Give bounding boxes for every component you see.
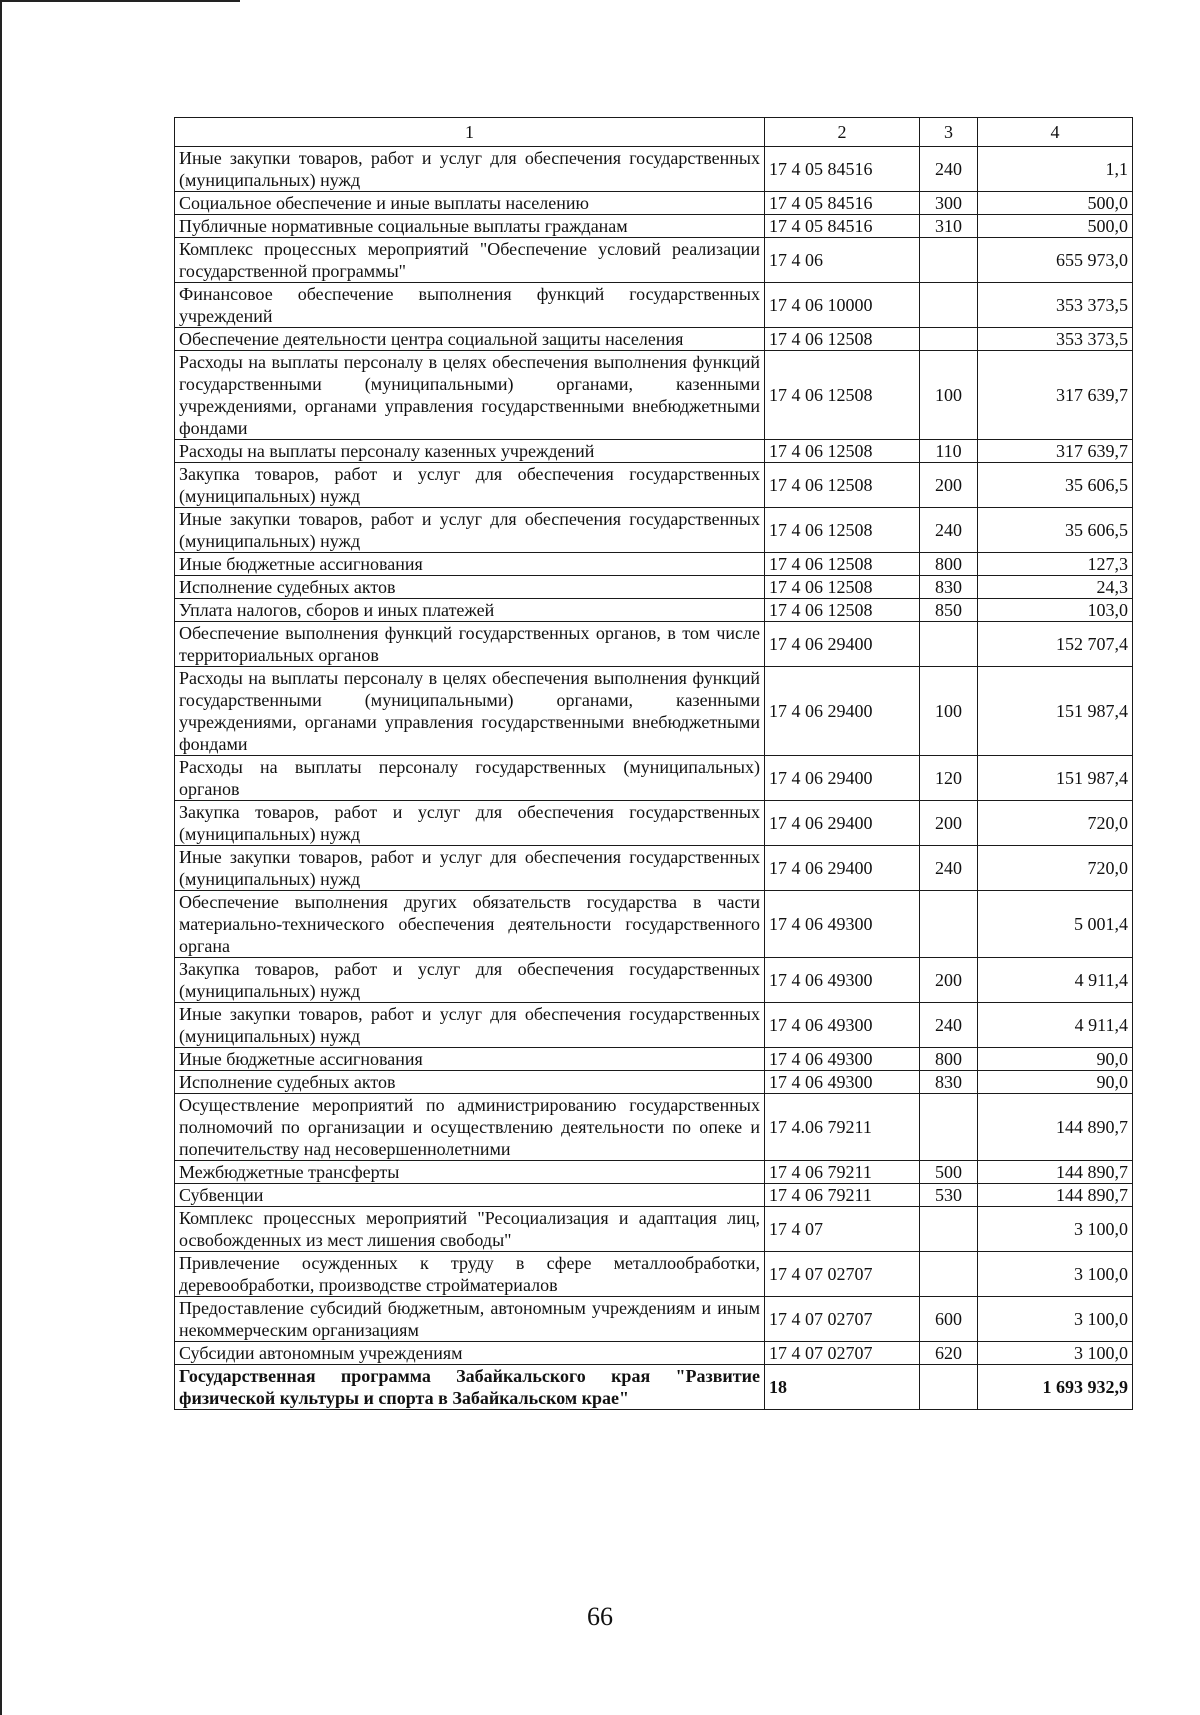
table-row [175,328,1133,351]
row-expense-type: 310 [920,215,978,238]
total-code: 18 [765,1365,920,1410]
row-code: 17 4 05 84516 [765,192,920,215]
row-amount: 353 373,5 [978,283,1133,328]
row-code: 17 4 06 12508 [765,553,920,576]
row-amount: 144 890,7 [978,1161,1133,1184]
row-expense-type [920,283,978,328]
row-amount: 35 606,5 [978,508,1133,553]
row-expense-type: 850 [920,599,978,622]
table-row [175,576,1133,599]
row-expense-type: 110 [920,440,978,463]
table-row [175,440,1133,463]
row-amount: 4 911,4 [978,1003,1133,1048]
row-expense-type: 100 [920,667,978,756]
row-code: 17 4 05 84516 [765,215,920,238]
row-code: 17 4 06 49300 [765,1003,920,1048]
row-expense-type: 830 [920,576,978,599]
row-code: 17 4 06 12508 [765,351,920,440]
row-expense-type: 620 [920,1342,978,1365]
table-row [175,756,1133,801]
row-name: Субвенции [175,1184,765,1207]
row-expense-type: 200 [920,463,978,508]
row-name: Привлечение осужденных к труду в сфере металлообработки, деревообработки, производстве стройматериалов [175,1252,765,1297]
row-amount: 720,0 [978,801,1133,846]
row-code: 17 4 06 49300 [765,1048,920,1071]
row-code: 17 4 06 10000 [765,283,920,328]
row-name: Расходы на выплаты персоналу государственных (муниципальных) органов [175,756,765,801]
row-expense-type: 200 [920,801,978,846]
row-name: Осуществление мероприятий по администрированию государственных полномочий по организации и осуществлению деятельности по опеке и попечительству над несовершеннолетними [175,1094,765,1161]
row-expense-type: 240 [920,508,978,553]
header-col-3: 3 [920,118,978,147]
row-amount: 24,3 [978,576,1133,599]
row-expense-type: 200 [920,958,978,1003]
row-amount: 144 890,7 [978,1184,1133,1207]
row-name: Иные закупки товаров, работ и услуг для обеспечения государственных (муниципальных) нужд [175,508,765,553]
row-amount: 500,0 [978,215,1133,238]
row-amount: 3 100,0 [978,1252,1133,1297]
table-row [175,622,1133,667]
row-amount: 3 100,0 [978,1297,1133,1342]
table-row [175,1048,1133,1071]
row-name: Иные закупки товаров, работ и услуг для обеспечения государственных (муниципальных) нужд [175,846,765,891]
row-name: Уплата налогов, сборов и иных платежей [175,599,765,622]
row-expense-type: 240 [920,846,978,891]
row-amount: 3 100,0 [978,1342,1133,1365]
row-code: 17 4 07 02707 [765,1252,920,1297]
row-amount: 720,0 [978,846,1133,891]
table-row [175,599,1133,622]
total-name: Государственная программа Забайкальского края "Развитие физической культуры и спорта в Забайкальском крае" [175,1365,765,1410]
row-amount: 4 911,4 [978,958,1133,1003]
row-expense-type: 300 [920,192,978,215]
row-code: 17 4 06 12508 [765,463,920,508]
table-row [175,891,1133,958]
row-code: 17 4 06 29400 [765,667,920,756]
row-name: Иные бюджетные ассигнования [175,1048,765,1071]
row-amount: 152 707,4 [978,622,1133,667]
table-row [175,192,1133,215]
row-name: Социальное обеспечение и иные выплаты населению [175,192,765,215]
row-amount: 353 373,5 [978,328,1133,351]
scan-edge-left [0,0,2,1715]
row-name: Закупка товаров, работ и услуг для обеспечения государственных (муниципальных) нужд [175,801,765,846]
row-amount: 127,3 [978,553,1133,576]
table-row [175,508,1133,553]
total-sum: 1 693 932,9 [978,1365,1133,1410]
row-amount: 317 639,7 [978,351,1133,440]
row-code: 17 4 06 12508 [765,576,920,599]
row-amount: 655 973,0 [978,238,1133,283]
row-name: Расходы на выплаты персоналу в целях обеспечения выполнения функций государственными (муниципальными) органами, казенными учреждениями, органами управления государственными внебюджетными фондами [175,667,765,756]
row-expense-type: 120 [920,756,978,801]
row-name: Обеспечение деятельности центра социальной защиты населения [175,328,765,351]
row-name: Публичные нормативные социальные выплаты гражданам [175,215,765,238]
row-amount: 500,0 [978,192,1133,215]
row-expense-type: 800 [920,553,978,576]
row-name: Комплекс процессных мероприятий "Ресоциализация и адаптация лиц, освобожденных из мест лишения свободы" [175,1207,765,1252]
row-expense-type: 240 [920,1003,978,1048]
row-name: Финансовое обеспечение выполнения функций государственных учреждений [175,283,765,328]
table-row [175,1094,1133,1161]
budget-table [174,117,1133,1410]
table-body [175,147,1133,1365]
row-code: 17 4 06 12508 [765,328,920,351]
row-expense-type: 240 [920,147,978,192]
table-row [175,215,1133,238]
table-row [175,958,1133,1003]
row-name: Межбюджетные трансферты [175,1161,765,1184]
row-code: 17 4 07 [765,1207,920,1252]
row-name: Обеспечение выполнения функций государственных органов, в том числе территориальных органов [175,622,765,667]
row-expense-type [920,238,978,283]
row-amount: 3 100,0 [978,1207,1133,1252]
row-expense-type: 100 [920,351,978,440]
total-vr [920,1365,978,1410]
row-amount: 151 987,4 [978,667,1133,756]
row-name: Комплекс процессных мероприятий "Обеспечение условий реализации государственной программы" [175,238,765,283]
row-expense-type: 830 [920,1071,978,1094]
page-number: 66 [587,1602,613,1631]
row-code: 17 4 06 12508 [765,440,920,463]
row-expense-type: 530 [920,1184,978,1207]
table-row [175,1252,1133,1297]
row-name: Субсидии автономным учреждениям [175,1342,765,1365]
table-row [175,1342,1133,1365]
table-row [175,283,1133,328]
table-header-row [175,118,1133,147]
header-col-1: 1 [175,118,765,147]
row-expense-type: 600 [920,1297,978,1342]
header-col-2: 2 [765,118,920,147]
row-code: 17 4 06 29400 [765,756,920,801]
total-row [175,1365,1133,1410]
row-expense-type [920,622,978,667]
row-expense-type [920,1207,978,1252]
row-amount: 317 639,7 [978,440,1133,463]
table-row [175,801,1133,846]
row-name: Закупка товаров, работ и услуг для обеспечения государственных (муниципальных) нужд [175,463,765,508]
table-row [175,1161,1133,1184]
row-code: 17 4 06 [765,238,920,283]
row-code: 17 4 07 02707 [765,1297,920,1342]
table-row [175,1071,1133,1094]
row-code: 17 4 06 12508 [765,599,920,622]
row-name: Иные закупки товаров, работ и услуг для обеспечения государственных (муниципальных) нужд [175,1003,765,1048]
row-name: Исполнение судебных актов [175,1071,765,1094]
table-row [175,1297,1133,1342]
scan-edge-top [0,0,240,2]
header-col-4: 4 [978,118,1133,147]
table-row [175,351,1133,440]
row-expense-type [920,891,978,958]
table-row [175,147,1133,192]
row-name: Расходы на выплаты персоналу казенных учреждений [175,440,765,463]
row-amount: 35 606,5 [978,463,1133,508]
row-name: Обеспечение выполнения других обязательств государства в части материально-технического обеспечения деятельности государственного органа [175,891,765,958]
row-name: Иные закупки товаров, работ и услуг для обеспечения государственных (муниципальных) нужд [175,147,765,192]
row-code: 17 4 06 12508 [765,508,920,553]
row-code: 17 4 06 29400 [765,846,920,891]
table-row [175,463,1133,508]
row-code: 17 4 06 79211 [765,1184,920,1207]
row-expense-type [920,1094,978,1161]
row-code: 17 4 06 49300 [765,891,920,958]
row-expense-type: 500 [920,1161,978,1184]
row-name: Предоставление субсидий бюджетным, автономным учреждениям и иным некоммерческим организациям [175,1297,765,1342]
table-row [175,553,1133,576]
row-code: 17 4 06 29400 [765,622,920,667]
table-row [175,667,1133,756]
table-row [175,1184,1133,1207]
table-row [175,1003,1133,1048]
row-amount: 1,1 [978,147,1133,192]
row-name: Закупка товаров, работ и услуг для обеспечения государственных (муниципальных) нужд [175,958,765,1003]
row-expense-type [920,328,978,351]
table-row [175,1207,1133,1252]
row-amount: 151 987,4 [978,756,1133,801]
row-code: 17 4.06 79211 [765,1094,920,1161]
row-expense-type [920,1252,978,1297]
row-name: Расходы на выплаты персоналу в целях обеспечения выполнения функций государственными (муниципальными) органами, казенными учреждениями, органами управления государственными внебюджетными фондами [175,351,765,440]
table-row [175,238,1133,283]
table-row [175,846,1133,891]
row-expense-type: 800 [920,1048,978,1071]
row-name: Исполнение судебных актов [175,576,765,599]
row-code: 17 4 06 29400 [765,801,920,846]
row-amount: 90,0 [978,1048,1133,1071]
row-code: 17 4 06 49300 [765,958,920,1003]
row-code: 17 4 06 79211 [765,1161,920,1184]
row-amount: 103,0 [978,599,1133,622]
row-amount: 90,0 [978,1071,1133,1094]
row-code: 17 4 07 02707 [765,1342,920,1365]
row-code: 17 4 06 49300 [765,1071,920,1094]
row-amount: 144 890,7 [978,1094,1133,1161]
row-name: Иные бюджетные ассигнования [175,553,765,576]
row-amount: 5 001,4 [978,891,1133,958]
row-code: 17 4 05 84516 [765,147,920,192]
